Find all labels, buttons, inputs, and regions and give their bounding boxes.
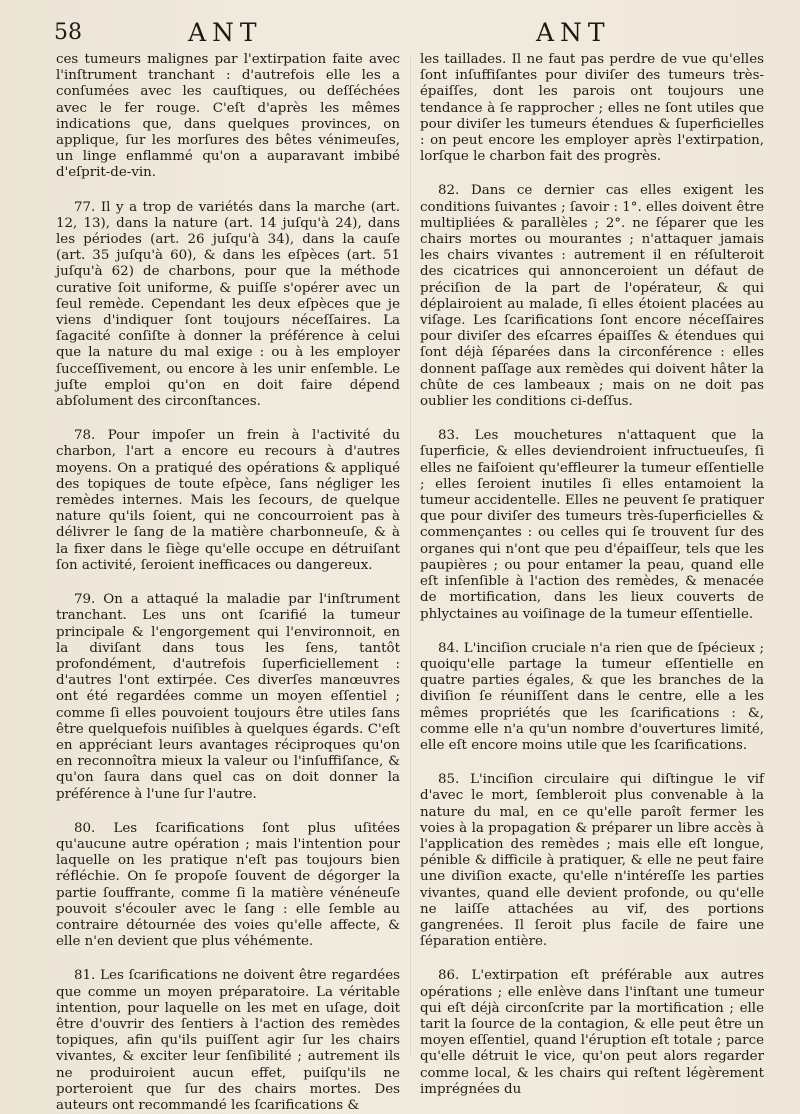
paragraph: 82. Dans ce dernier cas elles exigent les conditions ſuivantes ; ſavoir : 1°. elles doivent être multipliées & parallèles ; 2°. ne ſéparer que les chairs mortes ou mourantes ; n'attaquer jamais les chairs vivantes : autrement il en réſulteroit des cicatrices qui annonceroient un défaut de préciſion de la part de l'opérateur, & qui déplairoient au malade, ſi elles étoient placées au viſage. Les ſcarifications ſont encore néceſſaires pour diviſer des eſcarres épaiſſes & étendues qui ſont déjà ſéparées dans la circonférence : elles donnent paſſage aux remèdes qui doivent hâter la chûte de ces lambeaux ; mais on ne doit pas oublier les conditions ci-deſſus. bbox=[420, 183, 764, 410]
paragraph: 79. On a attaqué la maladie par l'inſtrument tranchant. Les uns ont ſcarifié la tumeur principale & l'engorgement qui l'environnoit, en la diviſant dans tous les ſens, tantôt profondément, d'autrefois ſuperficiellement : d'autres l'ont extirpée. Ces diverſes manœuvres ont été regardées comme un moyen eſſentiel ; comme ſi elles pouvoient toujours être utiles ſans être quelquefois nuiſibles à quelques égards. C'eſt en appréciant leurs avantages réciproques qu'on en reconnoîtra mieux la valeur ou l'inſuffiſance, & qu'on ſaura dans quel cas on doit donner la préférence à l'une ſur l'autre. bbox=[56, 592, 400, 802]
paragraph: 86. L'extirpation eſt préférable aux autres opérations ; elle enlève dans l'inſtant une tumeur qui eſt déjà circonſcrite par la mortification ; elle tarit la ſource de la contagion, & elle peut être un moyen eſſentiel, quand l'éruption eſt totale ; parce qu'elle détruit le vice, qu'on peut alors regarder comme local, & les chairs qui reſtent légèrement imprégnées du bbox=[420, 968, 764, 1097]
running-head-right: ANT bbox=[536, 18, 611, 47]
paragraph: les taillades. Il ne faut pas perdre de vue qu'elles ſont inſuffiſantes pour diviſer des tumeurs très-épaiſſes, dont les parois ont toujours une tendance à ſe rapprocher ; elles ne ſont utiles que pour diviſer les tumeurs étendues & ſuperficielles : on peut encore les employer après l'extirpation, lorſque le charbon fait des progrès. bbox=[420, 52, 764, 165]
running-head-left: ANT bbox=[188, 18, 263, 47]
left-column bbox=[56, 52, 400, 1114]
paragraph: 80. Les ſcarifications ſont plus uſitées qu'aucune autre opération ; mais l'intention pour laquelle on les pratique n'eſt pas toujours bien réfléchie. On ſe propoſe ſouvent de dégorger la partie ſouffrante, comme ſi la matière vénéneuſe pouvoit s'écouler avec le ſang : elle ſemble au contraire détournée des voies qu'elle affecte, & elle n'en devient que plus véhémente. bbox=[56, 820, 400, 950]
paragraph: 77. Il y a trop de variétés dans la marche (art. 12, 13), dans la nature (art. 14 juſqu'à 24), dans les périodes (art. 26 juſqu'à 34), dans la cauſe (art. 35 juſqu'à 60), & dans les eſpèces (art. 51 juſqu'à 62) de charbons, pour que la méthode curative ſoit uniforme, & puiſſe s'opérer avec un ſeul remède. Cependant les deux eſpèces que je viens d'indiquer ſont toujours néceſſaires. La ſagacité conſiſte à donner la préférence à celui que la nature du mal exige : ou à les employer ſucceſſivement, ou encore à les unir enſemble. Le juſte emploi qu'on en doit faire dépend abſolument des circonſtances. bbox=[56, 199, 400, 410]
paragraph: 78. Pour impoſer un frein à l'activité du charbon, l'art a encore eu recours à d'autres moyens. On a pratiqué des opérations & appliqué des topiques de toute eſpèce, ſans négliger les remèdes internes. Mais les ſecours, de quelque nature qu'ils ſoient, qui ne concourroient pas à délivrer le ſang de la matière charbonneuſe, & à la fixer dans le ſiège qu'elle occupe en détruiſant ſon activité, ſeroient inefficaces ou dangereux. bbox=[56, 428, 400, 573]
right-column bbox=[420, 52, 764, 1098]
paragraph: 84. L'inciſion cruciale n'a rien que de ſpécieux ; quoiqu'elle partage la tumeur eſſentielle en quatre parties égales, & que les branches de la diviſion ſe réuniſſent dans le centre, elle a les mêmes propriétés que les ſcarifications : &, comme elle n'a qu'un nombre d'ouvertures limité, elle eſt encore moins utile que les ſcarifications. bbox=[420, 640, 764, 753]
page-header bbox=[0, 14, 800, 48]
page-number: 58 bbox=[54, 20, 82, 45]
paragraph: 85. L'inciſion circulaire qui diſtingue le vif d'avec le mort, ſembleroit plus convenable à la nature du mal, en ce qu'elle paroît fermer les voies à la propagation & préparer un libre accès à l'application des remèdes ; mais elle eſt longue, pénible & difficile à pratiquer, & elle ne peut faire une diviſion exacte, qu'elle n'intéreſſe les parties vivantes, quand elle devient profonde, ou qu'elle ne laiſſe attachées au vif, des portions gangrenées. Il ſeroit plus facile de faire une ſéparation entière. bbox=[420, 772, 764, 950]
paragraph: ces tumeurs malignes par l'extirpation faite avec l'inſtrument tranchant : d'autrefois elle les a conſumées avec les cauſtiques, ou deſſéchées avec le fer rouge. C'eſt d'après les mêmes indications que, dans quelques provinces, on applique, ſur les morſures des bêtes vénimeuſes, un linge enflammé qu'on a auparavant imbibé d'eſprit-de-vin. bbox=[56, 52, 400, 181]
paragraph: 81. Les ſcarifications ne doivent être regardées que comme un moyen préparatoire. La véritable intention, pour laquelle on les met en uſage, doit être d'ouvrir des ſentiers à l'action des remèdes topiques, afin qu'ils puiſſent agir ſur les chairs vivantes, & exciter leur ſenſibilité ; autrement ils ne produiroient aucun effet, puiſqu'ils ne porteroient que ſur des chairs mortes. Des auteurs ont recommandé les ſcarifications & bbox=[56, 968, 400, 1113]
column-divider bbox=[410, 56, 411, 1056]
paragraph: 83. Les mouchetures n'attaquent que la ſuperficie, & elles deviendroient infructueuſes, ſi elles ne faiſoient qu'effleurer la tumeur eſſentielle ; elles ſeroient inutiles ſi elles entamoient la tumeur accidentelle. Elles ne peuvent ſe pratiquer que pour diviſer des tumeurs très-ſuperficielles & commençantes : ou celles qui ſe trouvent ſur des organes qui n'ont que peu d'épaiſſeur, tels que les paupières ; ou pour entamer la peau, quand elle eſt inſenſible à l'action des remèdes, & menacée de mortification, dans les lieux couverts de phlyctaines au voiſinage de la tumeur eſſentielle. bbox=[420, 428, 764, 622]
